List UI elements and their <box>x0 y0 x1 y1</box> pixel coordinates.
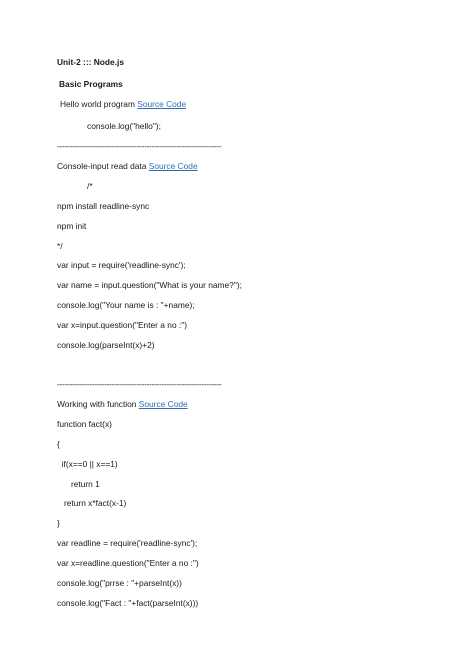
code-line: var x=readline.question("Enter a no :") <box>57 558 199 568</box>
code-line: { <box>57 439 60 449</box>
code-line: npm install readline-sync <box>57 201 150 211</box>
source-code-link-hello[interactable]: Source Code <box>137 99 187 109</box>
code-line: console.log("Your name is : "+name); <box>57 300 195 310</box>
code-line: console.log("prrse : "+parseInt(x)) <box>57 578 182 588</box>
code-line: */ <box>57 241 63 251</box>
code-line: function fact(x) <box>57 419 112 429</box>
code-line: var x=input.question("Enter a no :") <box>57 320 188 330</box>
separator: ------------------------------------------------------------------ <box>57 141 222 151</box>
unit-title: Unit-2 ::: Node.js <box>57 57 124 67</box>
code-line: return x*fact(x-1) <box>57 498 127 508</box>
code-line: console.log("Fact : "+fact(parseInt(x))) <box>57 598 199 608</box>
source-code-link-function[interactable]: Source Code <box>138 399 188 409</box>
code-line: if(x==0 || x==1) <box>57 459 118 469</box>
working-with-function-heading <box>57 399 188 410</box>
code-comment-open: /* <box>87 181 93 191</box>
code-line: return 1 <box>57 479 100 489</box>
code-line: var input = require('readline-sync'); <box>57 260 186 270</box>
code-line: console.log(parseInt(x)+2) <box>57 340 155 350</box>
console-input-heading <box>57 161 198 172</box>
console-input-heading-text: Console-input read data <box>57 161 149 171</box>
code-line: console.log("hello"); <box>87 121 161 131</box>
hello-world-heading <box>60 99 186 110</box>
source-code-link-console-input[interactable]: Source Code <box>148 161 198 171</box>
code-line: var readline = require('readline-sync'); <box>57 538 198 548</box>
section-title: Basic Programs <box>59 79 123 89</box>
code-line: var name = input.question("What is your name?"); <box>57 280 242 290</box>
code-line: npm init <box>57 221 87 231</box>
hello-world-heading-text: Hello world program <box>60 99 138 109</box>
working-with-function-heading-text: Working with function <box>57 399 139 409</box>
separator: ------------------------------------------------------------------ <box>57 379 222 389</box>
code-line: } <box>57 518 60 528</box>
